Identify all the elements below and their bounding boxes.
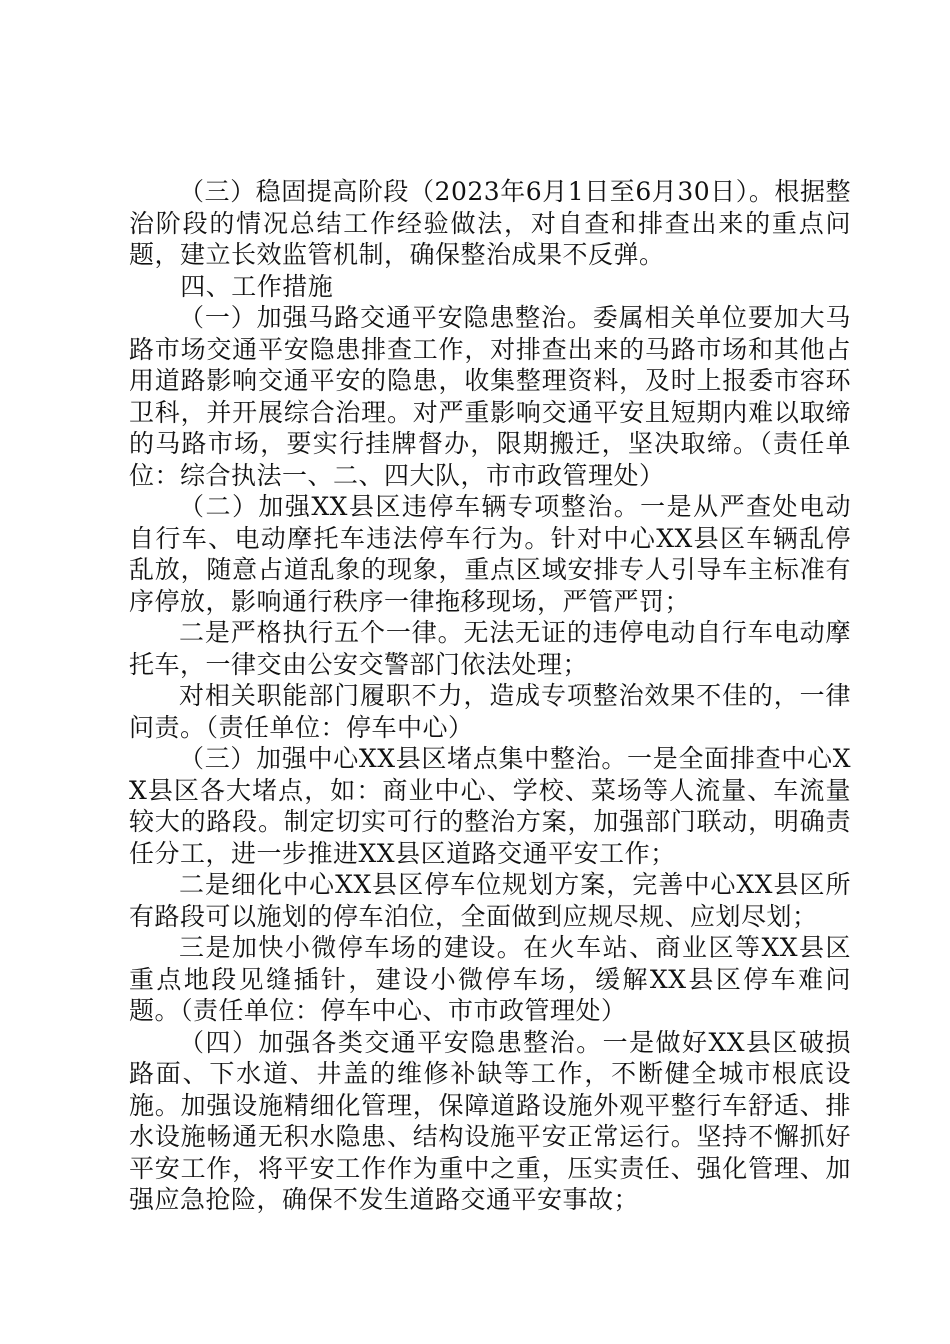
- paragraph-stage-three: （三）稳固提高阶段（2023年6月1日至6月30日）。根据整治阶段的情况总结工作经验做法，对自查和排查出来的重点问题，建立长效监管机制，确保整治成果不反弹。: [129, 177, 851, 269]
- section-heading-work-measures: 四、工作措施: [180, 271, 334, 301]
- paragraph-measure-four: （四）加强各类交通平安隐患整治。一是做好XX县区破损路面、下水道、井盖的维修补缺等工作，不断健全城市根底设施。加强设施精细化管理，保障道路设施外观平整行车舒适、排水设施畅通无积水隐患、结构设施平安正常运行。坚持不懈抓好平安工作，将平安工作作为重中之重，压实责任、强化管理、加强应急抢险，确保不发生道路交通平安事故；: [129, 1027, 851, 1214]
- paragraph-measure-two-c: 对相关职能部门履职不力，造成专项整治效果不佳的，一律问责。（责任单位：停车中心）: [129, 681, 851, 742]
- paragraph-measure-three-c: 三是加快小微停车场的建设。在火车站、商业区等XX县区重点地段见缝插针，建设小微停车场，缓解XX县区停车难问题。（责任单位：停车中心、市市政管理处）: [129, 933, 851, 1025]
- paragraph-measure-three: （三）加强中心XX县区堵点集中整治。一是全面排查中心XX县区各大堵点，如：商业中心、学校、菜场等人流量、车流量较大的路段。制定切实可行的整治方案，加强部门联动，明确责任分工，进一步推进XX县区道路交通平安工作；: [129, 744, 851, 868]
- paragraph-measure-three-b: 二是细化中心XX县区停车位规划方案，完善中心XX县区所有路段可以施划的停车泊位，全面做到应规尽规、应划尽划；: [129, 870, 851, 931]
- document-body: [129, 176, 851, 1216]
- paragraph-measure-two-b: 二是严格执行五个一律。无法无证的违停电动自行车电动摩托车，一律交由公安交警部门依法处理；: [129, 618, 851, 679]
- paragraph-measure-two: （二）加强XX县区违停车辆专项整治。一是从严查处电动自行车、电动摩托车违法停车行为。针对中心XX县区车辆乱停乱放，随意占道乱象的现象，重点区域安排专人引导车主标准有序停放，影响通行秩序一律拖移现场，严管严罚；: [129, 492, 851, 616]
- paragraph-measure-one: （一）加强马路交通平安隐患整治。委属相关单位要加大马路市场交通平安隐患排查工作，对排查出来的马路市场和其他占用道路影响交通平安的隐患，收集整理资料，及时上报委市容环卫科，并开展综合治理。对严重影响交通平安且短期内难以取缔的马路市场，要实行挂牌督办，限期搬迁，坚决取缔。（责任单位：综合执法一、二、四大队，市市政管理处）: [129, 303, 851, 490]
